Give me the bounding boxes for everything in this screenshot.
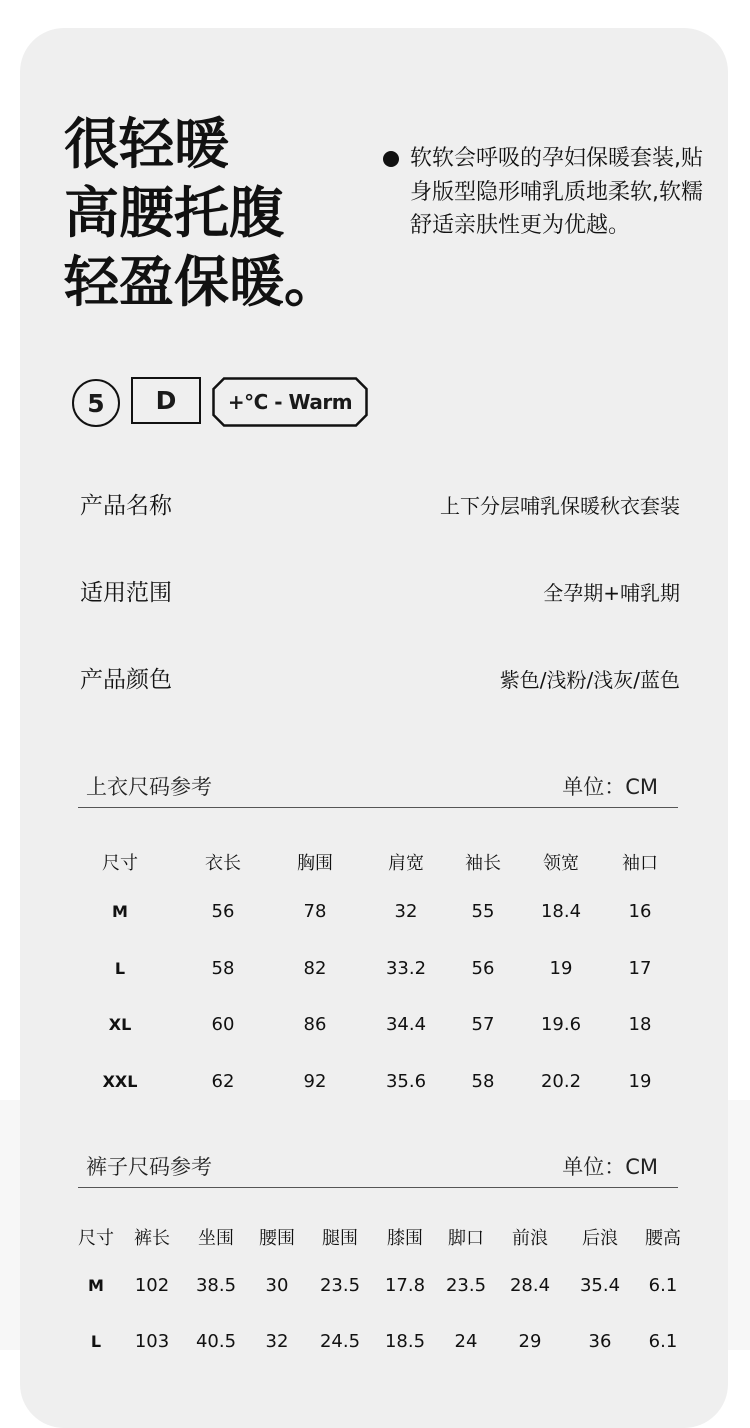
info-label: 适用范围 <box>80 580 172 606</box>
table-cell: 82 <box>303 958 327 979</box>
table-cell: 17 <box>628 958 652 979</box>
table-cell: 33.2 <box>385 958 427 979</box>
table-header-cell: 脚口 <box>448 1228 484 1249</box>
table-cell: 18 <box>628 1014 652 1035</box>
table-cell: 92 <box>303 1071 327 1092</box>
table-cell: L <box>90 1332 102 1351</box>
table-cell: 19.6 <box>540 1014 582 1035</box>
warm-badge-label: +°C - Warm <box>227 390 353 414</box>
table-cell: XXL <box>102 1072 138 1091</box>
table-cell: 23.5 <box>445 1275 487 1296</box>
number-badge: 5 <box>72 379 120 427</box>
info-row-color <box>80 661 680 701</box>
table-header-cell: 尺寸 <box>102 853 138 874</box>
table-cell: 6.1 <box>648 1331 678 1352</box>
info-row-scope <box>80 574 680 614</box>
table-header-cell: 坐围 <box>198 1228 234 1249</box>
table-cell: 32 <box>394 901 418 922</box>
table-cell: 19 <box>549 958 573 979</box>
table-cell: 6.1 <box>648 1275 678 1296</box>
headline-line-2: 高腰托腹 <box>64 181 285 245</box>
info-value: 上下分层哺乳保暖秋衣套装 <box>440 494 680 518</box>
table-cell: 58 <box>471 1071 495 1092</box>
table-cell: 32 <box>265 1331 289 1352</box>
table-header-cell: 衣长 <box>205 853 241 874</box>
top-size-header <box>78 761 678 808</box>
table-cell: 56 <box>211 901 235 922</box>
table-cell: 18.4 <box>540 901 582 922</box>
table-cell: 35.4 <box>579 1275 621 1296</box>
headline-line-1: 很轻暖 <box>64 112 230 176</box>
table-cell: 18.5 <box>384 1331 426 1352</box>
table-header-cell: 腰高 <box>645 1228 681 1249</box>
table-cell: 62 <box>211 1071 235 1092</box>
table-header-cell: 膝围 <box>387 1228 423 1249</box>
letter-badge: D <box>131 377 201 424</box>
info-label: 产品名称 <box>80 493 172 519</box>
table-header-cell: 裤长 <box>134 1228 170 1249</box>
pants-size-header <box>78 1141 678 1188</box>
table-cell: 34.4 <box>385 1014 427 1035</box>
warm-badge <box>212 377 368 427</box>
table-header-cell: 尺寸 <box>78 1228 114 1249</box>
table-cell: 56 <box>471 958 495 979</box>
table-cell: M <box>88 1276 104 1295</box>
table-cell: 102 <box>134 1275 170 1296</box>
product-description: 软软会呼吸的孕妇保暖套装,贴身版型隐形哺乳质地柔软,软糯舒适亲肤性更为优越。 <box>410 146 703 238</box>
table-cell: 103 <box>134 1331 170 1352</box>
table-cell: 86 <box>303 1014 327 1035</box>
table-cell: 20.2 <box>540 1071 582 1092</box>
bullet-dot-icon <box>383 151 399 167</box>
table-cell: 24.5 <box>319 1331 361 1352</box>
table-cell: 35.6 <box>385 1071 427 1092</box>
table-header-cell: 腿围 <box>322 1228 358 1249</box>
table-cell: M <box>112 902 128 921</box>
table-header-cell: 前浪 <box>512 1228 548 1249</box>
top-size-unit: 单位：CM <box>562 775 658 799</box>
table-cell: L <box>114 959 126 978</box>
table-cell: 36 <box>588 1331 612 1352</box>
info-value: 紫色/浅粉/浅灰/蓝色 <box>499 668 680 692</box>
table-cell: 55 <box>471 901 495 922</box>
table-cell: 38.5 <box>195 1275 237 1296</box>
info-label: 产品颜色 <box>80 667 172 693</box>
table-cell: 16 <box>628 901 652 922</box>
table-header-cell: 肩宽 <box>388 853 424 874</box>
table-cell: 60 <box>211 1014 235 1035</box>
pants-size-unit: 单位：CM <box>562 1155 658 1179</box>
pants-size-title: 裤子尺码参考 <box>86 1155 212 1179</box>
table-cell: 29 <box>518 1331 542 1352</box>
table-header-cell: 后浪 <box>582 1228 618 1249</box>
table-cell: 30 <box>265 1275 289 1296</box>
table-cell: 78 <box>303 901 327 922</box>
table-header-cell: 袖口 <box>622 853 658 874</box>
info-row-name <box>80 487 680 527</box>
table-cell: 24 <box>454 1331 478 1352</box>
table-cell: 57 <box>471 1014 495 1035</box>
table-cell: 28.4 <box>509 1275 551 1296</box>
headline-line-3: 轻盈保暖。 <box>64 250 340 314</box>
table-header-cell: 领宽 <box>543 853 579 874</box>
top-size-title: 上衣尺码参考 <box>86 775 212 799</box>
table-header-cell: 胸围 <box>297 853 333 874</box>
table-cell: 17.8 <box>384 1275 426 1296</box>
info-value: 全孕期+哺乳期 <box>543 581 680 605</box>
table-header-cell: 腰围 <box>259 1228 295 1249</box>
table-cell: 19 <box>628 1071 652 1092</box>
headline <box>64 110 339 317</box>
table-header-cell: 袖长 <box>465 853 501 874</box>
table-cell: 58 <box>211 958 235 979</box>
table-cell: 40.5 <box>195 1331 237 1352</box>
table-cell: 23.5 <box>319 1275 361 1296</box>
table-cell: XL <box>108 1015 132 1034</box>
